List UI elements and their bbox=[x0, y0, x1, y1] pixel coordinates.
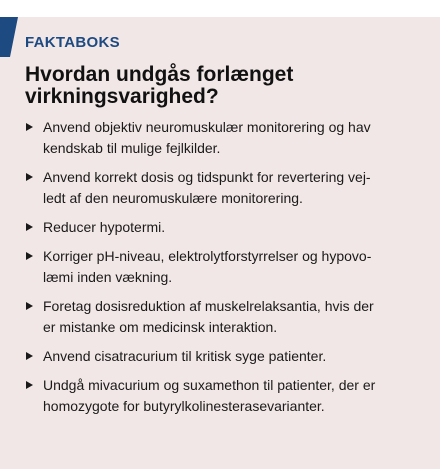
triangle-bullet-icon bbox=[26, 381, 33, 389]
list-item-line: kendskab til mulige fejlkilder. bbox=[43, 140, 221, 156]
list-item-line: homozygote for butyrylkolinesterasevarianter. bbox=[43, 398, 325, 414]
triangle-bullet-icon bbox=[26, 123, 33, 131]
list-item bbox=[25, 217, 435, 238]
list-item bbox=[25, 375, 435, 417]
triangle-bullet-icon bbox=[26, 223, 33, 231]
title-line: virkningsvarighed? bbox=[25, 85, 219, 108]
triangle-bullet-icon bbox=[26, 173, 33, 181]
list-item-line: er mistanke om medicinsk interaktion. bbox=[43, 319, 278, 335]
list-item-line: Anvend objektiv neuromuskulær monitorering og hav bbox=[43, 119, 371, 135]
factbox-title bbox=[25, 64, 425, 108]
title-line: Hvordan undgås forlænget bbox=[25, 63, 294, 86]
list-item-line: Anvend korrekt dosis og tidspunkt for revertering vej- bbox=[43, 169, 371, 185]
triangle-bullet-icon bbox=[26, 302, 33, 310]
list-item-line: Anvend cisatracurium til kritisk syge patienter. bbox=[43, 348, 327, 364]
list-item bbox=[25, 246, 435, 288]
list-item bbox=[25, 117, 435, 159]
list-item-line: Foretag dosisreduktion af muskelrelaksantia, hvis der bbox=[43, 298, 374, 314]
corner-accent-tab bbox=[0, 17, 18, 57]
factbox-list bbox=[25, 117, 435, 425]
list-item bbox=[25, 167, 435, 209]
list-item bbox=[25, 296, 435, 338]
list-item-line: Korriger pH-niveau, elektrolytforstyrrelser og hypovo- bbox=[43, 248, 372, 264]
triangle-bullet-icon bbox=[26, 352, 33, 360]
list-item-line: Undgå mivacurium og suxamethon til patienter, der er bbox=[43, 377, 376, 393]
list-item-line: Reducer hypotermi. bbox=[43, 219, 166, 235]
factbox-label: FAKTABOKS bbox=[25, 34, 120, 51]
list-item-line: ledt af den neuromuskulære monitorering. bbox=[43, 190, 303, 206]
list-item bbox=[25, 346, 435, 367]
list-item-line: læmi inden vækning. bbox=[43, 269, 173, 285]
triangle-bullet-icon bbox=[26, 252, 33, 260]
